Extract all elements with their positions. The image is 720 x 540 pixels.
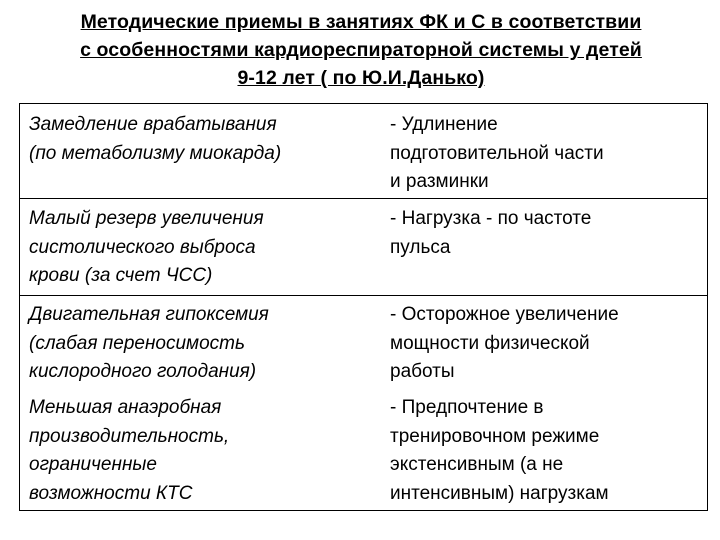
feature-line: кислородного голодания) bbox=[29, 361, 257, 382]
method-line: экстенсивным (а не bbox=[390, 454, 564, 475]
method-line: мощности физической bbox=[390, 332, 590, 354]
method-line: - Нагрузка - по частоте bbox=[390, 208, 592, 229]
feature-line: ограниченные bbox=[29, 454, 157, 475]
method-cell bbox=[390, 394, 705, 508]
feature-line: Двигательная гипоксемия bbox=[29, 304, 269, 325]
method-line: - Предпочтение в bbox=[390, 397, 544, 418]
method-cell bbox=[390, 301, 705, 387]
method-line: - Удлинение bbox=[390, 114, 498, 135]
page-title bbox=[14, 8, 708, 92]
feature-cell bbox=[29, 301, 381, 387]
table-row bbox=[20, 199, 707, 295]
feature-cell bbox=[29, 111, 381, 168]
method-line: и разминки bbox=[390, 171, 489, 192]
method-cell bbox=[390, 111, 705, 197]
title-line: 9-12 лет ( по Ю.И.Данько) bbox=[237, 67, 485, 89]
feature-line: (слабая переносимость bbox=[29, 332, 245, 354]
method-line: тренировочном режиме bbox=[390, 425, 600, 447]
feature-line: Меньшая анаэробная bbox=[29, 397, 222, 418]
method-cell bbox=[390, 205, 705, 262]
feature-line: Малый резерв увеличения bbox=[29, 208, 264, 229]
feature-cell bbox=[29, 205, 381, 291]
feature-cell bbox=[29, 394, 381, 508]
method-line: интенсивным) нагрузкам bbox=[390, 482, 609, 504]
method-line: подготовительной части bbox=[390, 142, 604, 164]
method-line: работы bbox=[390, 361, 455, 382]
method-line: - Осторожное увеличение bbox=[390, 304, 619, 325]
table-row bbox=[20, 104, 707, 198]
title-line: с особенностями кардиореспираторной системы у детей bbox=[80, 39, 642, 61]
feature-line: Замедление врабатывания bbox=[29, 114, 277, 135]
table-row bbox=[20, 296, 707, 391]
feature-line: крови (за счет ЧСС) bbox=[29, 265, 213, 286]
feature-line: (по метаболизму миокарда) bbox=[29, 142, 282, 164]
method-line: пульса bbox=[390, 236, 451, 258]
feature-line: возможности КТС bbox=[29, 482, 193, 504]
table-row bbox=[20, 391, 707, 510]
title-line: Методические приемы в занятиях ФК и С в соответствии bbox=[80, 11, 642, 33]
feature-line: систолического выброса bbox=[29, 236, 256, 258]
methods-table bbox=[19, 103, 708, 511]
feature-line: производительность, bbox=[29, 425, 230, 447]
